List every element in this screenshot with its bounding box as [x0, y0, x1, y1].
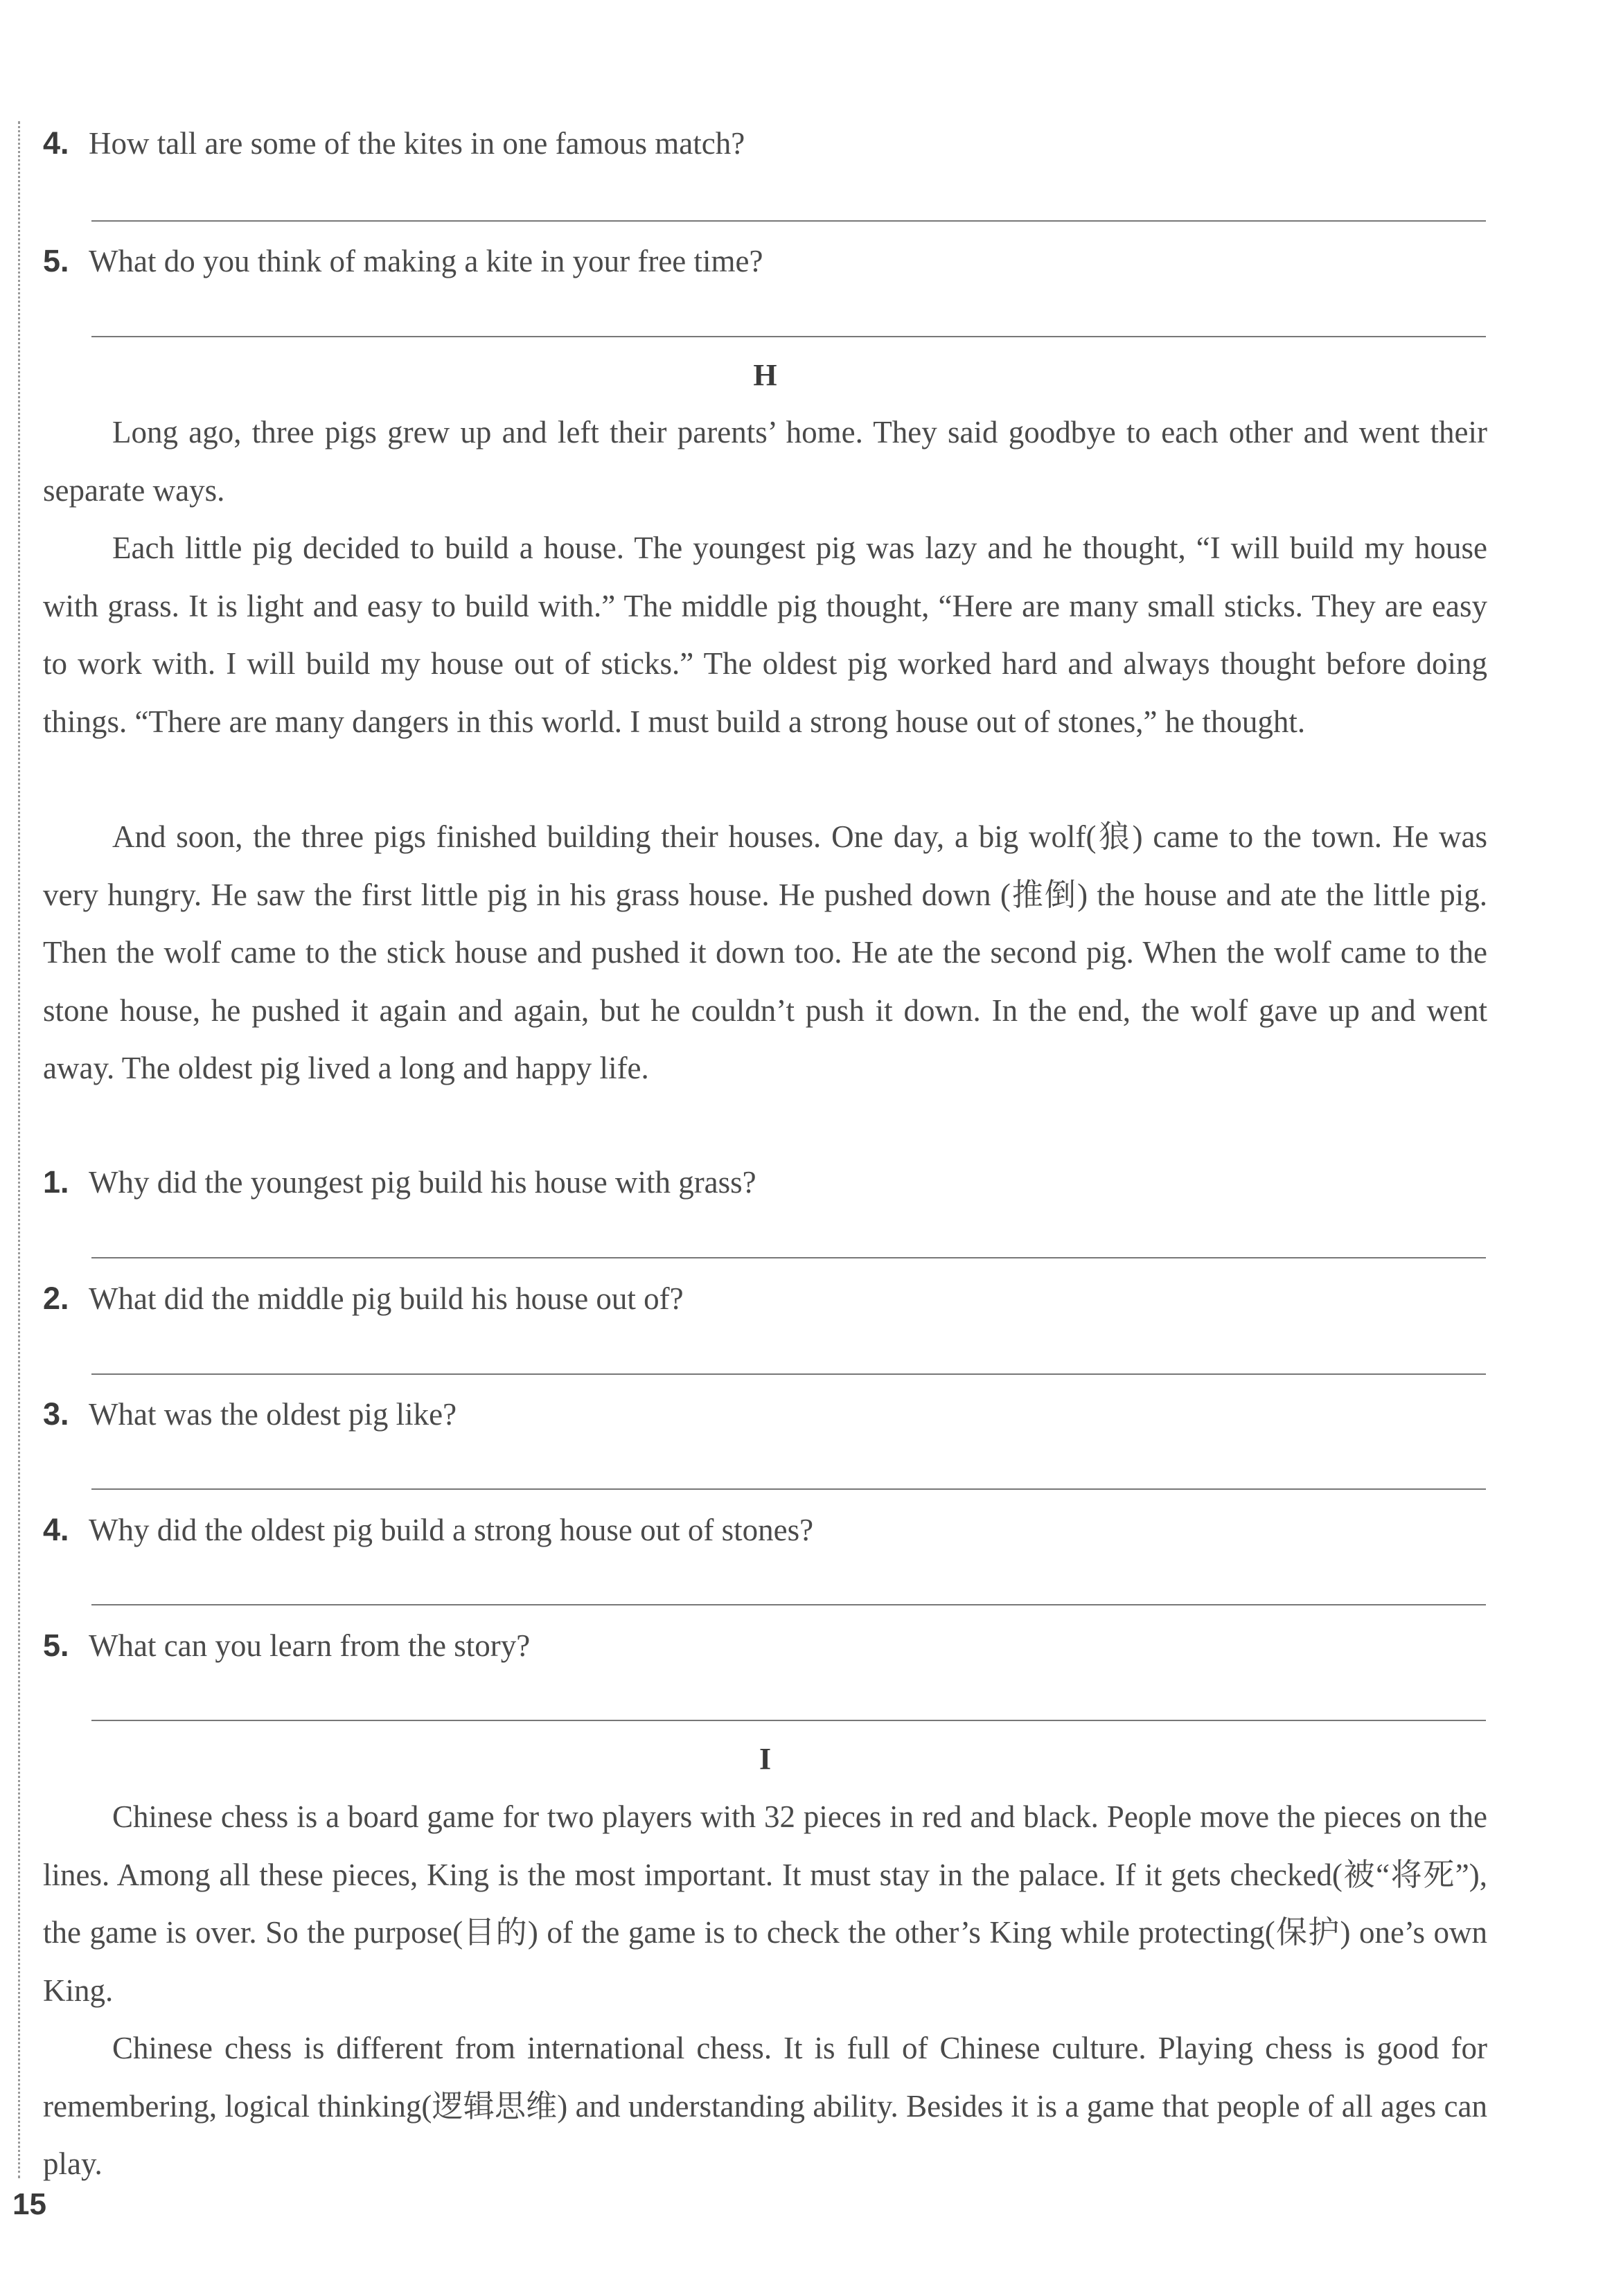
question-number: 2. [43, 1281, 69, 1316]
passage-paragraph: Chinese chess is a board game for two players with 32 pieces in red and black. People move the pieces on the lines. Among all these pieces, King is the most important. It must stay in the palace. If it gets checked(被“将死”), the game is over. So the purpose(目的) of the game is to check the other’s King while protecting(保护) one’s own King. [43, 1799, 1487, 2008]
question-text: What was the oldest pig like? [89, 1397, 457, 1432]
question-g-5 [43, 240, 763, 282]
answer-line[interactable] [91, 336, 1486, 337]
question-h-3 [43, 1394, 457, 1435]
question-number: 5. [43, 1628, 69, 1663]
question-text: What do you think of making a kite in your free time? [89, 244, 763, 278]
answer-line[interactable] [91, 1720, 1486, 1721]
question-h-1 [43, 1162, 756, 1203]
question-h-5 [43, 1625, 530, 1666]
question-text: What did the middle pig build his house out of? [89, 1281, 684, 1316]
binding-dotted-line [18, 121, 20, 2178]
question-text: Why did the oldest pig build a strong house out of stones? [89, 1513, 814, 1547]
question-number: 4. [43, 125, 69, 161]
page-number: 15 [12, 2187, 46, 2221]
question-h-4 [43, 1509, 813, 1551]
answer-line[interactable] [91, 1488, 1486, 1490]
passage-paragraph: Long ago, three pigs grew up and left their parents’ home. They said goodbye to each other and went their separate ways. [43, 415, 1487, 508]
question-text: What can you learn from the story? [89, 1628, 531, 1663]
answer-line[interactable] [91, 1373, 1486, 1375]
passage-paragraph: And soon, the three pigs finished building their houses. One day, a big wolf(狼) came to the town. He was very hungry. He saw the first little pig in his grass house. He pushed down (推倒) the house and ate the little pig. Then the wolf came to the stick house and pushed it down too. He ate the second pig. When the wolf came to the stone house, he pushed it again and again, but he couldn’t push it down. In the end, the wolf gave up and went away. The oldest pig lived a long and happy life. [43, 819, 1487, 1085]
question-text: How tall are some of the kites in one famous match? [89, 126, 745, 161]
section-label-i: I [759, 1742, 772, 1776]
passage-paragraph: Each little pig decided to build a house. The youngest pig was lazy and he thought, “I will build my house with grass. It is light and easy to build with.” The middle pig thought, “Here are many small sticks. They are easy to work with. I will build my house out of sticks.” The oldest pig worked hard and always thought before doing things. “There are many dangers in this world. I must build a strong house out of stones,” he thought. [43, 531, 1487, 739]
section-label-h: H [753, 358, 777, 392]
question-number: 4. [43, 1512, 69, 1547]
question-text: Why did the youngest pig build his house with grass? [89, 1165, 756, 1200]
answer-line[interactable] [91, 1257, 1486, 1258]
question-g-4 [43, 123, 745, 164]
passage-paragraph: Chinese chess is different from international chess. It is full of Chinese culture. Playing chess is good for remembering, logical thinking(逻辑思维) and understanding ability. Besides it is a game that people of all ages can play. [43, 2031, 1487, 2181]
question-h-2 [43, 1278, 684, 1319]
question-number: 3. [43, 1396, 69, 1432]
answer-line[interactable] [91, 1604, 1486, 1605]
answer-line[interactable] [91, 220, 1486, 222]
question-number: 5. [43, 243, 69, 278]
question-number: 1. [43, 1164, 69, 1200]
